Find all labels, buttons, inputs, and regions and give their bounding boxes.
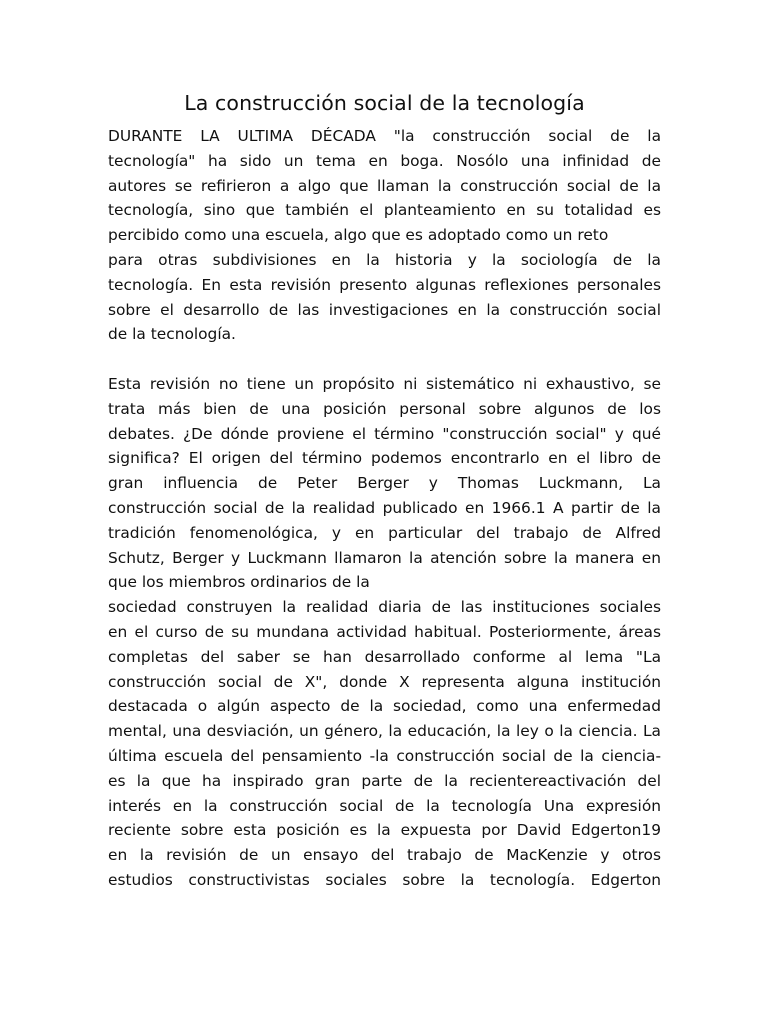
text-line: que los miembros ordinarios de la [108, 573, 370, 592]
document-title: La construcción social de la tecnología [184, 91, 585, 115]
text-line: tecnología, sino que también el planteamiento en su totalidad es [108, 201, 661, 220]
text-line: sociedad construyen la realidad diaria de las instituciones sociales [108, 598, 661, 617]
text-line: en el curso de su mundana actividad habitual. Posteriormente, áreas [108, 622, 661, 641]
text-line: sobre el desarrollo de las investigaciones en la construcción social [108, 300, 661, 319]
text-line: significa? El origen del término podemos encontrarlo en el libro de [108, 449, 661, 468]
text-line: para otras subdivisiones en la historia y la sociología de la [108, 250, 661, 269]
text-line: Schutz, Berger y Luckmann llamaron la atención sobre la manera en [108, 548, 661, 567]
text-line: percibido como una escuela, algo que es adoptado como un reto [108, 226, 609, 245]
paragraph-2 [108, 372, 661, 893]
text-line: interés en la construcción social de la tecnología Una expresión [108, 796, 661, 815]
text-line: tradición fenomenológica, y en particular del trabajo de Alfred [108, 523, 661, 542]
text-line: reciente sobre esta posición es la expuesta por David Edgerton19 [108, 821, 661, 840]
text-line: construcción social de la realidad publicado en 1966.1 A partir de la [108, 498, 661, 517]
document-page [108, 88, 661, 893]
text-line: trata más bien de una posición personal sobre algunos de los [108, 399, 661, 418]
text-line: mental, una desviación, un género, la educación, la ley o la ciencia. La [108, 722, 661, 741]
text-line: última escuela del pensamiento -la construcción social de la ciencia- [108, 746, 661, 765]
text-line: estudios constructivistas sociales sobre la tecnología. Edgerton [108, 870, 661, 889]
paragraph-1 [108, 124, 661, 347]
text-line: en la revisión de un ensayo del trabajo de MacKenzie y otros [108, 846, 661, 865]
text-line: gran influencia de Peter Berger y Thomas Luckmann, La [108, 474, 661, 493]
text-line: Esta revisión no tiene un propósito ni sistemático ni exhaustivo, se [108, 374, 661, 393]
text-line: DURANTE LA ULTIMA DÉCADA "la construcción social de la [108, 127, 661, 145]
paragraph-gap [108, 347, 661, 372]
text-line: de la tecnología. [108, 325, 236, 344]
text-line: destacada o algún aspecto de la sociedad, como una enfermedad [108, 697, 661, 716]
text-line: debates. ¿De dónde proviene el término "construcción social" y qué [108, 424, 661, 443]
text-line: construcción social de X", donde X representa alguna institución [108, 672, 661, 691]
text-line: tecnología. En esta revisión presento algunas reflexiones personales [108, 275, 661, 294]
text-line: es la que ha inspirado gran parte de la recientereactivación del [108, 771, 661, 790]
text-line: autores se refirieron a algo que llaman la construcción social de la [108, 176, 661, 195]
text-line: completas del saber se han desarrollado conforme al lema "La [108, 647, 661, 666]
text-line: tecnología" ha sido un tema en boga. Nosólo una infinidad de [108, 151, 661, 170]
